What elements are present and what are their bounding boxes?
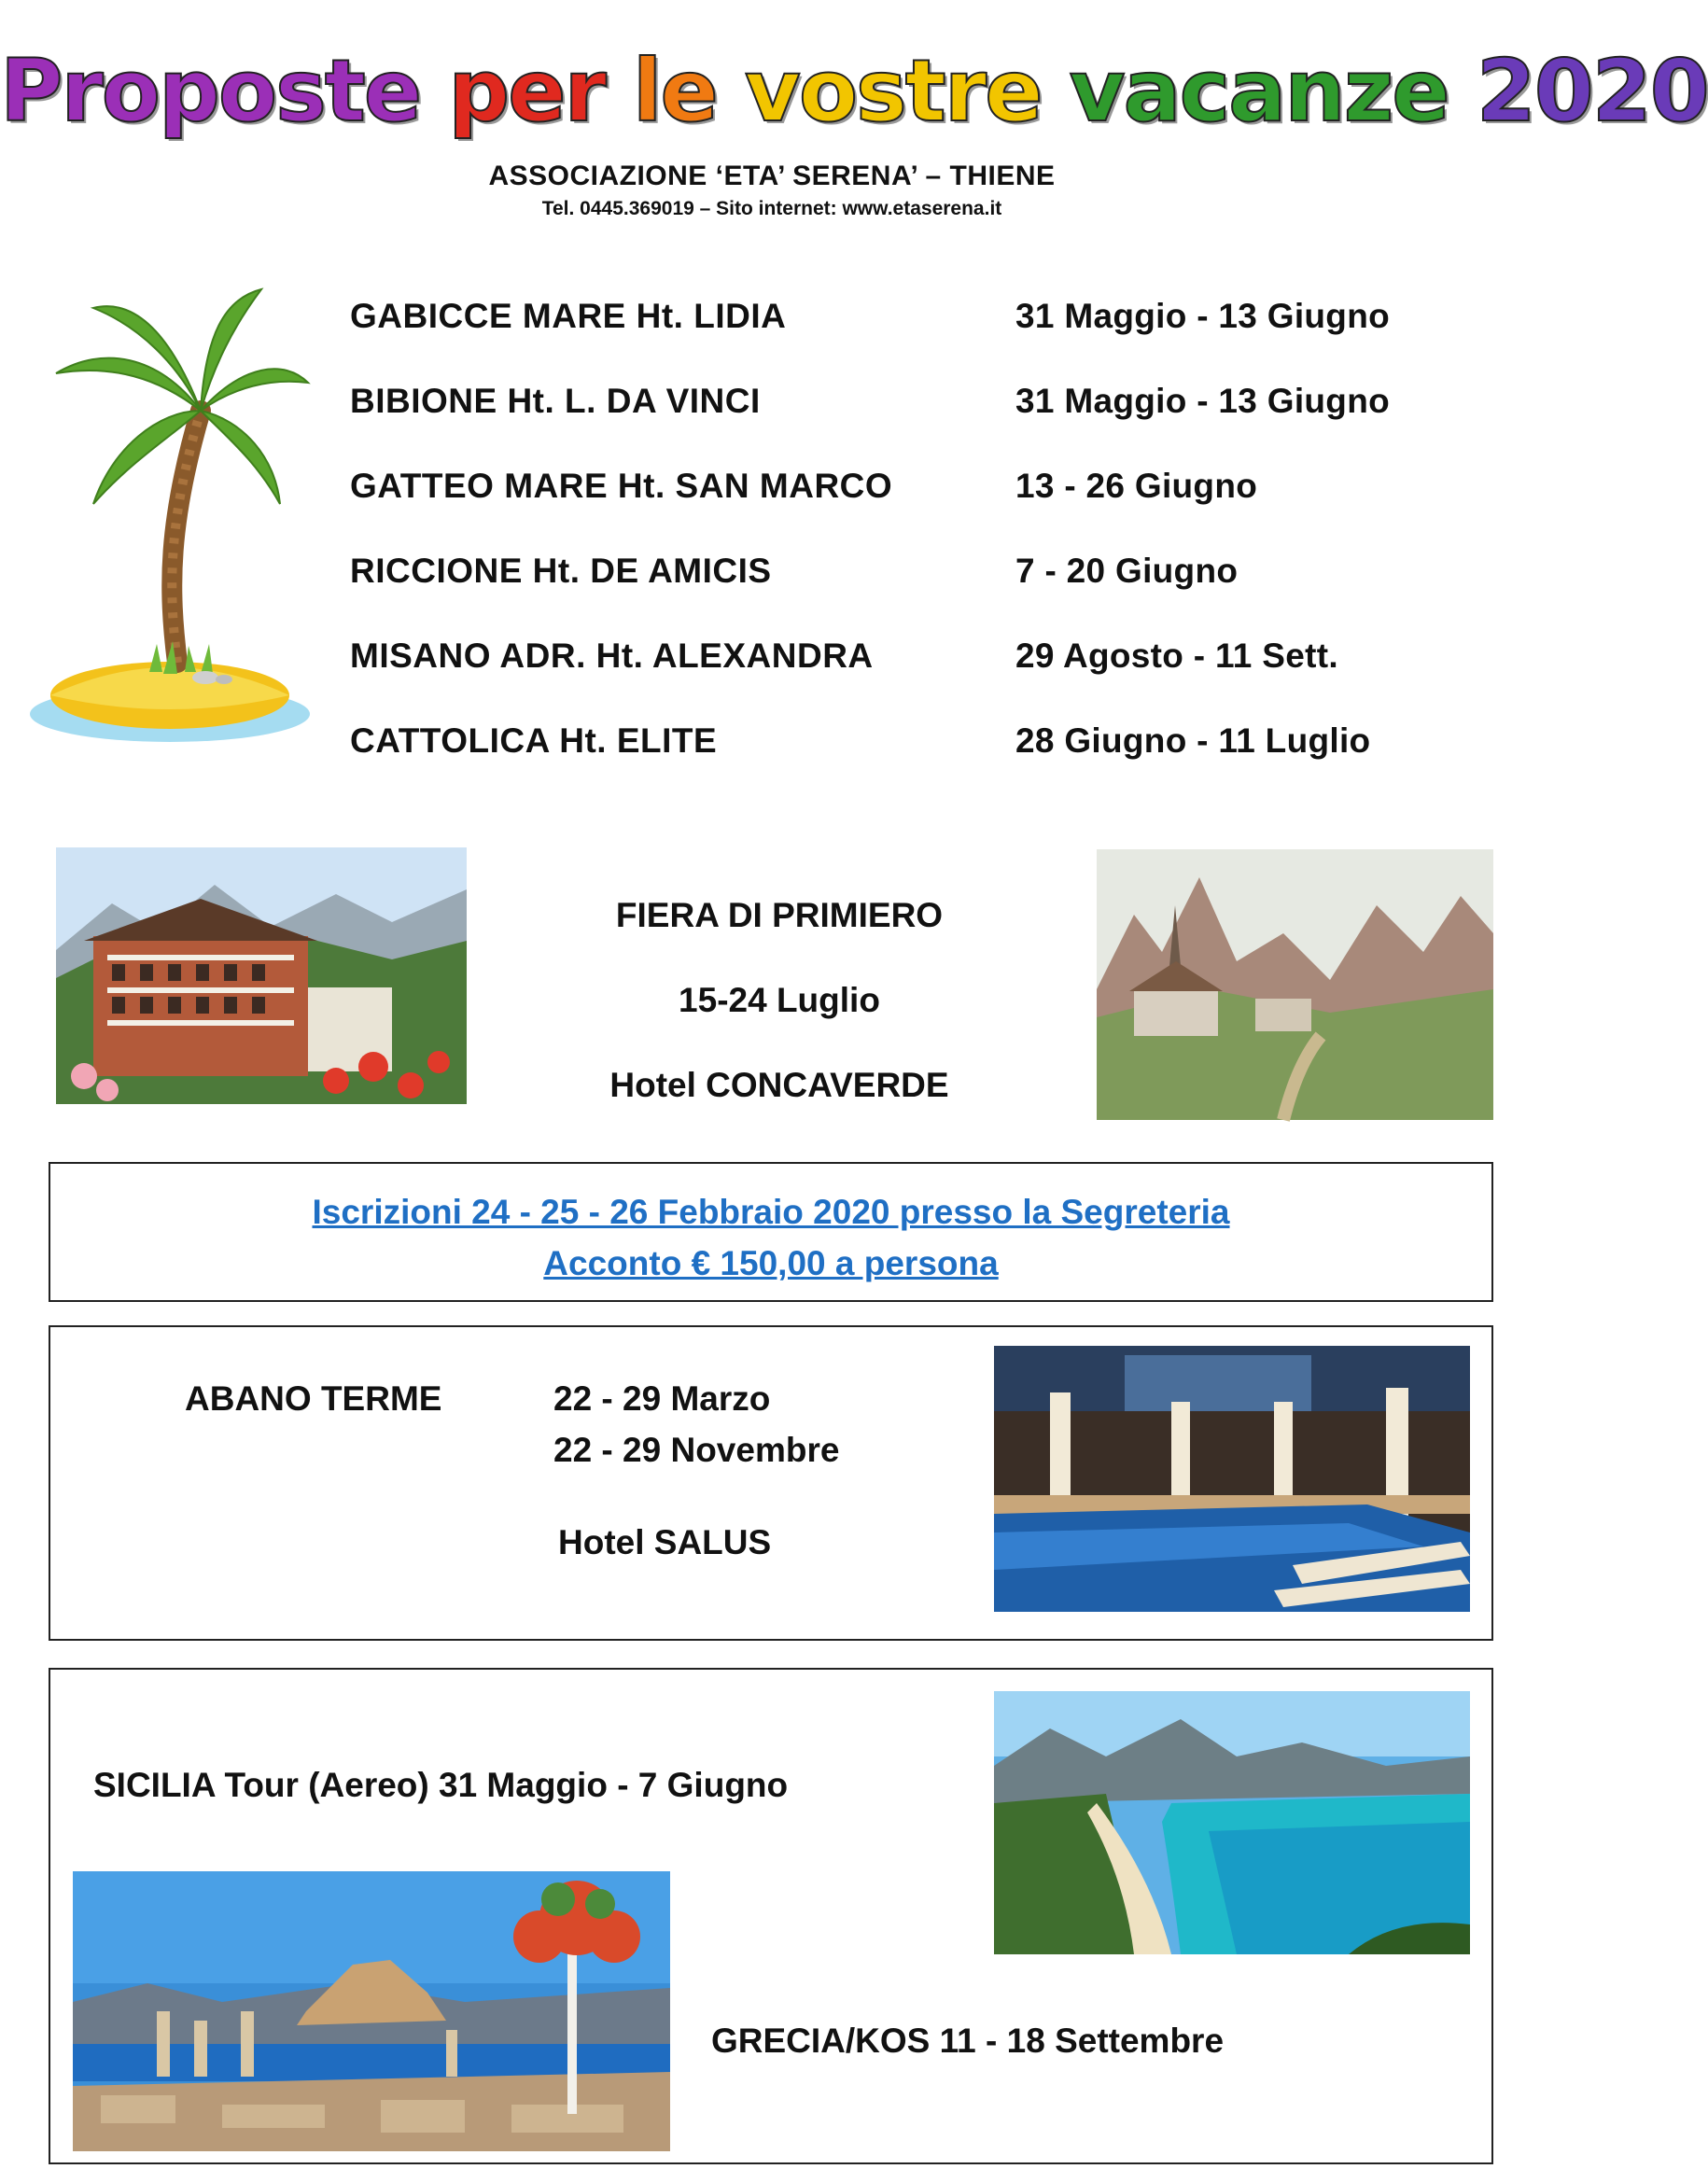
seaside-dates-6: 28 Giugno - 11 Luglio [1015,721,1371,760]
seaside-destination-2: BIBIONE Ht. L. DA VINCI [350,382,761,420]
spa-hotel: Hotel SALUS [558,1523,772,1561]
seaside-dates-4: 7 - 20 Giugno [1015,552,1239,590]
mountain-hotel: Hotel CONCAVERDE [609,1066,949,1104]
mountain-destination: FIERA DI PRIMIERO [615,896,944,934]
registration-deposit-link[interactable]: Acconto € 150,00 a persona [543,1244,999,1282]
seaside-destination-4: RICCIONE Ht. DE AMICIS [350,552,772,590]
seaside-destination-1: GABICCE MARE Ht. LIDIA [350,297,787,335]
association-name: ASSOCIAZIONE ‘ETA’ SERENA’ – THIENE [488,161,1056,191]
title-word-4: vostre [744,41,1042,141]
seaside-destination-6: CATTOLICA Ht. ELITE [350,721,718,760]
spa-destination: ABANO TERME [185,1379,442,1418]
registration-dates-link[interactable]: Iscrizioni 24 - 25 - 26 Febbraio 2020 presso la Segreteria [312,1193,1230,1231]
palm-island-image [28,271,313,747]
seaside-destination-3: GATTEO MARE Ht. SAN MARCO [350,467,893,505]
palm-tree-icon [28,271,313,747]
seaside-dates-5: 29 Agosto - 11 Sett. [1015,637,1338,675]
greece-tour: GRECIA/KOS 11 - 18 Settembre [711,2022,1225,2060]
sicily-tour: SICILIA Tour (Aereo) 31 Maggio - 7 Giugno [93,1766,789,1804]
spa-dates-2: 22 - 29 Novembre [553,1431,840,1469]
seaside-dates-3: 13 - 26 Giugno [1015,467,1258,505]
seaside-dates-2: 31 Maggio - 13 Giugno [1015,382,1390,420]
title-word-1: Proposte [0,41,421,141]
alpine-hotel-image [56,847,467,1104]
page-title [0,35,1708,147]
sicily-beach-image [994,1691,1470,1954]
association-contact: Tel. 0445.369019 – Sito internet: www.etaserena.it [541,198,1002,219]
mountain-dates: 15-24 Luglio [679,981,880,1019]
kos-island-image [73,1871,670,2151]
title-word-2: per [448,41,605,141]
indoor-pool-image [994,1346,1470,1612]
seaside-destination-5: MISANO ADR. Ht. ALEXANDRA [350,637,874,675]
title-word-3: le [632,41,717,141]
title-word-6: 2020 [1476,41,1708,141]
seaside-dates-1: 31 Maggio - 13 Giugno [1015,297,1390,335]
title-word-5: vacanze [1069,41,1449,141]
mountain-village-image [1097,849,1493,1120]
spa-dates-1: 22 - 29 Marzo [553,1379,771,1418]
